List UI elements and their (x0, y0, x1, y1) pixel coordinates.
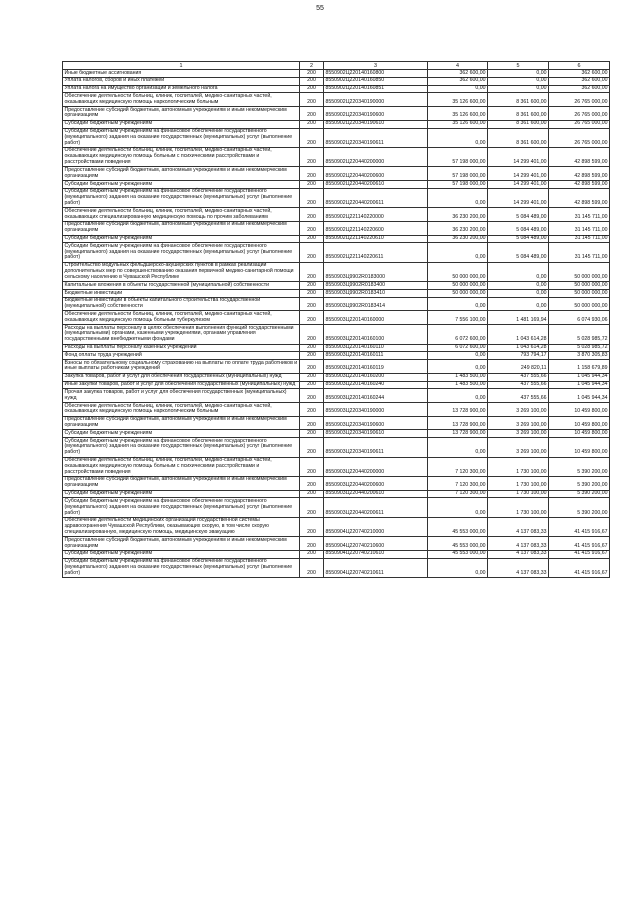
row-name-cell: Предоставление субсидий бюджетным, автономным учреждениям и иным некоммерческим организациям (63, 107, 300, 121)
column-header: 6 (549, 62, 610, 70)
row-name-cell: Закупка товаров, работ и услуг для обеспечения государственных (муниципальных) нужд (63, 373, 300, 381)
row-approved-amount-cell: 1 483 500,00 (428, 381, 488, 389)
row-executed-amount-cell: 3 269 100,00 (488, 438, 549, 457)
row-classification-cell: 8550903Ц220440200610 (324, 490, 428, 498)
row-approved-amount-cell: 362 600,00 (428, 70, 488, 78)
table-row (63, 430, 610, 438)
row-approved-amount-cell: 0,00 (428, 188, 488, 207)
row-approved-amount-cell: 35 126 600,00 (428, 120, 488, 128)
row-name-cell: Предоставление субсидий бюджетным, автономным учреждениям и иным некоммерческим организациям (63, 221, 300, 235)
row-approved-amount-cell: 0,00 (428, 352, 488, 360)
row-code-cell: 200 (300, 282, 324, 290)
table-row (63, 389, 610, 403)
row-approved-amount-cell: 6 072 600,00 (428, 325, 488, 344)
row-approved-amount-cell: 7 120 300,00 (428, 476, 488, 490)
row-code-cell: 200 (300, 325, 324, 344)
row-executed-amount-cell: 4 137 083,33 (488, 558, 549, 577)
row-remaining-amount-cell: 1 158 679,89 (549, 360, 610, 374)
row-classification-cell: 8550902Ц220340190000 (324, 93, 428, 107)
row-remaining-amount-cell: 362 600,00 (549, 70, 610, 78)
row-remaining-amount-cell: 26 765 000,00 (549, 93, 610, 107)
row-name-cell: Бюджетные инвестиции (63, 290, 300, 298)
row-executed-amount-cell: 5 084 489,00 (488, 235, 549, 243)
row-approved-amount-cell: 36 230 200,00 (428, 208, 488, 222)
row-name-cell: Предоставление субсидий бюджетным, автономным учреждениям и иным некоммерческим организациям (63, 476, 300, 490)
row-approved-amount-cell: 6 072 600,00 (428, 344, 488, 352)
row-executed-amount-cell: 1 730 100,00 (488, 476, 549, 490)
row-code-cell: 200 (300, 498, 324, 517)
row-remaining-amount-cell: 41 415 916,67 (549, 550, 610, 558)
row-code-cell: 200 (300, 290, 324, 298)
row-remaining-amount-cell: 41 415 916,67 (549, 537, 610, 551)
row-code-cell: 200 (300, 416, 324, 430)
row-classification-cell: 8550903Ц220440200600 (324, 476, 428, 490)
row-approved-amount-cell: 36 230 200,00 (428, 221, 488, 235)
row-classification-cell: 8550903Ц220140160244 (324, 389, 428, 403)
row-remaining-amount-cell: 31 145 711,00 (549, 221, 610, 235)
row-remaining-amount-cell: 50 000 000,00 (549, 282, 610, 290)
row-code-cell: 200 (300, 208, 324, 222)
row-classification-cell: 8550903Ц220140160000 (324, 311, 428, 325)
row-executed-amount-cell: 4 137 083,33 (488, 537, 549, 551)
column-header: 4 (428, 62, 488, 70)
row-classification-cell: 8550902Ц220440200600 (324, 167, 428, 181)
row-code-cell: 200 (300, 438, 324, 457)
row-executed-amount-cell: 8 361 600,00 (488, 120, 549, 128)
row-name-cell: Обеспечение деятельности больниц, клиник, госпиталей, медико-санитарных частей, оказывающих медицинскую помощь наркологическим больным (63, 403, 300, 417)
row-name-cell: Субсидии бюджетным учреждениям на финансовое обеспечение государственного (муниципального) задания на оказание государственных (муниципальных) услуг (выполнение работ) (63, 558, 300, 577)
table-row (63, 235, 610, 243)
row-name-cell: Прочая закупка товаров, работ и услуг для обеспечения государственных (муниципальных) нужд (63, 389, 300, 403)
row-code-cell: 200 (300, 381, 324, 389)
row-name-cell: Субсидии бюджетным учреждениям (63, 430, 300, 438)
row-classification-cell: 8550902Ц220140160850 (324, 77, 428, 85)
row-approved-amount-cell: 13 728 900,00 (428, 416, 488, 430)
row-remaining-amount-cell: 50 000 000,00 (549, 297, 610, 311)
row-remaining-amount-cell: 5 390 200,00 (549, 457, 610, 476)
row-code-cell: 200 (300, 360, 324, 374)
row-code-cell: 200 (300, 70, 324, 78)
row-code-cell: 200 (300, 221, 324, 235)
row-remaining-amount-cell: 1 045 944,34 (549, 389, 610, 403)
row-executed-amount-cell: 249 820,11 (488, 360, 549, 374)
row-classification-cell: 8550902Ц220440200611 (324, 188, 428, 207)
row-classification-cell: 8550902Ц220140160800 (324, 70, 428, 78)
row-name-cell: Обеспечение деятельности больниц, клиник, госпиталей, медико-санитарных частей, оказывающих медицинскую помощь больным с психическими расстройствами и расстройствами поведения (63, 147, 300, 166)
table-row (63, 352, 610, 360)
row-name-cell: Иные закупки товаров, работ и услуг для обеспечения государственных (муниципальных) нужд (63, 381, 300, 389)
row-code-cell: 200 (300, 490, 324, 498)
row-executed-amount-cell: 8 361 600,00 (488, 93, 549, 107)
row-approved-amount-cell: 50 000 000,00 (428, 290, 488, 298)
row-code-cell: 200 (300, 77, 324, 85)
row-classification-cell: 8550902Ц221140220000 (324, 208, 428, 222)
row-approved-amount-cell: 13 728 900,00 (428, 430, 488, 438)
row-name-cell: Расходы на выплаты персоналу в целях обеспечения выполнения функций государственными (муниципальными) органами, казенными учреждениями, органами управления государственными внебюджетными фондами (63, 325, 300, 344)
row-name-cell: Субсидии бюджетным учреждениям (63, 235, 300, 243)
row-classification-cell: 8550903Ц220140160200 (324, 373, 428, 381)
table-row (63, 476, 610, 490)
row-name-cell: Субсидии бюджетным учреждениям (63, 490, 300, 498)
row-remaining-amount-cell: 6 074 930,06 (549, 311, 610, 325)
table-row (63, 550, 610, 558)
row-executed-amount-cell: 5 084 489,00 (488, 243, 549, 262)
row-code-cell: 200 (300, 147, 324, 166)
table-row (63, 416, 610, 430)
table-body (63, 70, 610, 578)
row-classification-cell: 8550902Ц220340190611 (324, 128, 428, 147)
row-remaining-amount-cell: 42 898 599,00 (549, 181, 610, 189)
row-code-cell: 200 (300, 128, 324, 147)
row-classification-cell: 8550902Ц221140220610 (324, 235, 428, 243)
row-approved-amount-cell: 1 483 500,00 (428, 373, 488, 381)
row-code-cell: 200 (300, 517, 324, 536)
table-row (63, 403, 610, 417)
row-code-cell: 200 (300, 403, 324, 417)
column-header: 5 (488, 62, 549, 70)
row-classification-cell: 8550904Ц220740210610 (324, 550, 428, 558)
row-name-cell: Обеспечение деятельности больниц, клиник, госпиталей, медико-санитарных частей, оказывающих медицинскую помощь больным туберкулезом (63, 311, 300, 325)
row-classification-cell: 8550903Ц220140160111 (324, 352, 428, 360)
table-row (63, 457, 610, 476)
table-row (63, 208, 610, 222)
row-executed-amount-cell: 0,00 (488, 282, 549, 290)
row-approved-amount-cell: 45 553 000,00 (428, 550, 488, 558)
row-name-cell: Обеспечение деятельности больниц, клиник, госпиталей, медико-санитарных частей, оказывающих медицинскую помощь наркологическим больным (63, 93, 300, 107)
table-row (63, 537, 610, 551)
row-classification-cell: 8550903Ц220340190610 (324, 430, 428, 438)
row-remaining-amount-cell: 5 390 200,00 (549, 490, 610, 498)
row-remaining-amount-cell: 26 765 000,00 (549, 128, 610, 147)
row-name-cell: Обеспечение деятельности больниц, клиник, госпиталей, медико-санитарных частей, оказывающих специализированную медицинскую помощь по прочим заболеваниям (63, 208, 300, 222)
row-executed-amount-cell: 3 269 100,00 (488, 430, 549, 438)
row-executed-amount-cell: 437 555,66 (488, 373, 549, 381)
row-remaining-amount-cell: 1 045 944,34 (549, 373, 610, 381)
row-remaining-amount-cell: 10 459 800,00 (549, 430, 610, 438)
table-row (63, 181, 610, 189)
row-remaining-amount-cell: 10 459 800,00 (549, 438, 610, 457)
row-executed-amount-cell: 14 299 401,00 (488, 188, 549, 207)
row-code-cell: 200 (300, 188, 324, 207)
row-code-cell: 200 (300, 373, 324, 381)
row-remaining-amount-cell: 5 390 200,00 (549, 498, 610, 517)
row-remaining-amount-cell: 3 870 305,83 (549, 352, 610, 360)
row-approved-amount-cell: 0,00 (428, 360, 488, 374)
table-row (63, 120, 610, 128)
table-row (63, 517, 610, 536)
table-row (63, 93, 610, 107)
table-row (63, 558, 610, 577)
row-code-cell: 200 (300, 93, 324, 107)
table-row (63, 85, 610, 93)
row-name-cell: Уплата налога на имущество организаций и земельного налога (63, 85, 300, 93)
table-row (63, 107, 610, 121)
row-name-cell: Уплата налогов, сборов и иных платежей (63, 77, 300, 85)
row-name-cell: Взносы по обязательному социальному страхованию на выплаты по оплате труда работников и иные выплаты работникам учреждений (63, 360, 300, 374)
table-row (63, 381, 610, 389)
row-executed-amount-cell: 0,00 (488, 70, 549, 78)
table-row (63, 297, 610, 311)
row-code-cell: 200 (300, 389, 324, 403)
row-name-cell: Обеспечение деятельности медицинских организаций государственной системы здравоохранения Чувашской Республики, оказывающих скорую, в том числе скорую специализированную, медицинскую помощь, медицинскую эвакуацию (63, 517, 300, 536)
table-row (63, 490, 610, 498)
table-row (63, 243, 610, 262)
row-name-cell: Субсидии бюджетным учреждениям на финансовое обеспечение государственного (муниципального) задания на оказание государственных (муниципальных) услуг (выполнение работ) (63, 438, 300, 457)
row-classification-cell: 8550902Ц221140220600 (324, 221, 428, 235)
row-classification-cell: 8550902Ц220440200000 (324, 147, 428, 166)
row-classification-cell: 8550902Ц220340190600 (324, 107, 428, 121)
row-approved-amount-cell: 0,00 (428, 558, 488, 577)
row-classification-cell: 8550903Ц220340190600 (324, 416, 428, 430)
row-code-cell: 200 (300, 537, 324, 551)
row-name-cell: Строительство модульных фельдшерско-акушерских пунктов в рамках реализации дополнительных мер по совершенствованию оказания первичной медико-санитарной помощи сельскому населению в Чувашской Республике (63, 262, 300, 281)
row-classification-cell: 8550903Ц220140160240 (324, 381, 428, 389)
table-row (63, 147, 610, 166)
row-executed-amount-cell: 0,00 (488, 85, 549, 93)
table-row (63, 128, 610, 147)
row-executed-amount-cell: 1 730 100,00 (488, 498, 549, 517)
row-name-cell: Субсидии бюджетным учреждениям на финансовое обеспечение государственного (муниципального) задания на оказание государственных (муниципальных) услуг (выполнение работ) (63, 243, 300, 262)
row-approved-amount-cell: 362 600,00 (428, 77, 488, 85)
header-row (63, 62, 610, 70)
table-row (63, 325, 610, 344)
row-executed-amount-cell: 0,00 (488, 290, 549, 298)
row-name-cell: Субсидии бюджетным учреждениям (63, 550, 300, 558)
row-executed-amount-cell: 3 269 100,00 (488, 403, 549, 417)
row-executed-amount-cell: 1 043 614,28 (488, 325, 549, 344)
row-code-cell: 200 (300, 85, 324, 93)
row-classification-cell: 8550903Ц9902R0183400 (324, 282, 428, 290)
row-executed-amount-cell: 437 555,66 (488, 389, 549, 403)
row-name-cell: Предоставление субсидий бюджетным, автономным учреждениям и иным некоммерческим организациям (63, 167, 300, 181)
row-name-cell: Субсидии бюджетным учреждениям на финансовое обеспечение государственного (муниципального) задания на оказание государственных (муниципальных) услуг (выполнение работ) (63, 498, 300, 517)
row-code-cell: 200 (300, 344, 324, 352)
row-executed-amount-cell: 437 555,66 (488, 381, 549, 389)
row-classification-cell: 8550904Ц220740210600 (324, 537, 428, 551)
row-code-cell: 200 (300, 262, 324, 281)
row-name-cell: Расходы на выплаты персоналу казенных учреждений (63, 344, 300, 352)
row-remaining-amount-cell: 10 459 800,00 (549, 403, 610, 417)
row-remaining-amount-cell: 26 765 000,00 (549, 120, 610, 128)
row-classification-cell: 8550903Ц220340190000 (324, 403, 428, 417)
row-executed-amount-cell: 3 269 100,00 (488, 416, 549, 430)
row-approved-amount-cell: 36 230 200,00 (428, 235, 488, 243)
row-remaining-amount-cell: 5 028 985,72 (549, 344, 610, 352)
row-code-cell: 200 (300, 311, 324, 325)
row-code-cell: 200 (300, 181, 324, 189)
row-code-cell: 200 (300, 352, 324, 360)
table-row (63, 221, 610, 235)
row-classification-cell: 8550904Ц220740210611 (324, 558, 428, 577)
row-code-cell: 200 (300, 430, 324, 438)
column-header: 2 (300, 62, 324, 70)
row-executed-amount-cell: 1 481 169,94 (488, 311, 549, 325)
row-classification-cell: 8550903Ц220440200000 (324, 457, 428, 476)
row-executed-amount-cell: 5 084 489,00 (488, 221, 549, 235)
row-remaining-amount-cell: 41 415 916,67 (549, 517, 610, 536)
row-approved-amount-cell: 57 198 000,00 (428, 181, 488, 189)
table-row (63, 360, 610, 374)
row-executed-amount-cell: 8 361 600,00 (488, 107, 549, 121)
row-name-cell: Субсидии бюджетным учреждениям (63, 181, 300, 189)
row-approved-amount-cell: 7 556 100,00 (428, 311, 488, 325)
row-remaining-amount-cell: 42 898 599,00 (549, 188, 610, 207)
row-executed-amount-cell: 1 730 100,00 (488, 490, 549, 498)
column-header: 1 (63, 62, 300, 70)
table-row (63, 262, 610, 281)
row-classification-cell: 8550902Ц221140220611 (324, 243, 428, 262)
budget-table (62, 61, 610, 578)
row-executed-amount-cell: 5 084 489,00 (488, 208, 549, 222)
row-name-cell: Предоставление субсидий бюджетным, автономным учреждениям и иным некоммерческим организациям (63, 537, 300, 551)
row-executed-amount-cell: 14 299 401,00 (488, 147, 549, 166)
row-approved-amount-cell: 45 553 000,00 (428, 517, 488, 536)
row-approved-amount-cell: 0,00 (428, 389, 488, 403)
row-remaining-amount-cell: 31 145 711,00 (549, 243, 610, 262)
row-remaining-amount-cell: 31 145 711,00 (549, 235, 610, 243)
table-row (63, 188, 610, 207)
row-remaining-amount-cell: 42 898 599,00 (549, 167, 610, 181)
row-approved-amount-cell: 0,00 (428, 85, 488, 93)
page-number: 55 (316, 5, 324, 12)
table-row (63, 373, 610, 381)
row-remaining-amount-cell: 1 045 944,34 (549, 381, 610, 389)
row-code-cell: 200 (300, 297, 324, 311)
row-approved-amount-cell: 0,00 (428, 128, 488, 147)
row-classification-cell: 8550903Ц220440200611 (324, 498, 428, 517)
row-approved-amount-cell: 7 120 300,00 (428, 457, 488, 476)
row-name-cell: Иные бюджетные ассигнования (63, 70, 300, 78)
row-executed-amount-cell: 4 137 083,33 (488, 517, 549, 536)
row-classification-cell: 8550904Ц220740210000 (324, 517, 428, 536)
row-classification-cell: 8550902Ц220440200610 (324, 181, 428, 189)
table-row (63, 438, 610, 457)
row-code-cell: 200 (300, 243, 324, 262)
table-row (63, 344, 610, 352)
row-name-cell: Субсидии бюджетным учреждениям на финансовое обеспечение государственного (муниципального) задания на оказание государственных (муниципальных) услуг (выполнение работ) (63, 128, 300, 147)
row-approved-amount-cell: 35 126 600,00 (428, 93, 488, 107)
row-classification-cell: 8550903Ц220140160119 (324, 360, 428, 374)
row-remaining-amount-cell: 31 145 711,00 (549, 208, 610, 222)
row-classification-cell: 8550903Ц9902R0183000 (324, 262, 428, 281)
row-approved-amount-cell: 57 198 000,00 (428, 147, 488, 166)
row-code-cell: 200 (300, 457, 324, 476)
column-header: 3 (324, 62, 428, 70)
row-classification-cell: 8550902Ц220340190610 (324, 120, 428, 128)
row-classification-cell: 8550902Ц220140160851 (324, 85, 428, 93)
row-approved-amount-cell: 0,00 (428, 243, 488, 262)
row-executed-amount-cell: 0,00 (488, 262, 549, 281)
row-remaining-amount-cell: 5 390 200,00 (549, 476, 610, 490)
row-remaining-amount-cell: 5 028 985,72 (549, 325, 610, 344)
row-approved-amount-cell: 0,00 (428, 438, 488, 457)
row-approved-amount-cell: 50 000 000,00 (428, 282, 488, 290)
row-classification-cell: 8550903Ц9902R0183414 (324, 297, 428, 311)
row-approved-amount-cell: 13 728 900,00 (428, 403, 488, 417)
row-remaining-amount-cell: 42 898 599,00 (549, 147, 610, 166)
table-row (63, 167, 610, 181)
row-name-cell: Обеспечение деятельности больниц, клиник, госпиталей, медико-санитарных частей, оказывающих медицинскую помощь больным с психическими расстройствами и расстройствами поведения (63, 457, 300, 476)
row-executed-amount-cell: 1 043 614,28 (488, 344, 549, 352)
row-code-cell: 200 (300, 107, 324, 121)
row-classification-cell: 8550903Ц220340190611 (324, 438, 428, 457)
row-code-cell: 200 (300, 235, 324, 243)
row-code-cell: 200 (300, 120, 324, 128)
table-row (63, 282, 610, 290)
row-executed-amount-cell: 0,00 (488, 77, 549, 85)
row-code-cell: 200 (300, 558, 324, 577)
row-executed-amount-cell: 793 794,17 (488, 352, 549, 360)
row-classification-cell: 8550903Ц220140160110 (324, 344, 428, 352)
row-remaining-amount-cell: 26 765 000,00 (549, 107, 610, 121)
row-approved-amount-cell: 45 553 000,00 (428, 537, 488, 551)
row-approved-amount-cell: 7 120 300,00 (428, 490, 488, 498)
row-executed-amount-cell: 8 361 600,00 (488, 128, 549, 147)
table-row (63, 77, 610, 85)
row-code-cell: 200 (300, 167, 324, 181)
row-approved-amount-cell: 35 126 600,00 (428, 107, 488, 121)
row-remaining-amount-cell: 362 600,00 (549, 85, 610, 93)
row-approved-amount-cell: 0,00 (428, 297, 488, 311)
row-name-cell: Капитальные вложения в объекты государственной (муниципальной) собственности (63, 282, 300, 290)
row-name-cell: Фонд оплаты труда учреждений (63, 352, 300, 360)
row-executed-amount-cell: 4 137 083,33 (488, 550, 549, 558)
row-remaining-amount-cell: 50 000 000,00 (549, 262, 610, 281)
row-approved-amount-cell: 0,00 (428, 498, 488, 517)
table-row (63, 498, 610, 517)
row-executed-amount-cell: 14 299 401,00 (488, 181, 549, 189)
row-executed-amount-cell: 14 299 401,00 (488, 167, 549, 181)
row-approved-amount-cell: 50 000 000,00 (428, 262, 488, 281)
row-remaining-amount-cell: 41 415 916,67 (549, 558, 610, 577)
row-name-cell: Субсидии бюджетным учреждениям на финансовое обеспечение государственного (муниципального) задания на оказание государственных (муниципальных) услуг (выполнение работ) (63, 188, 300, 207)
row-code-cell: 200 (300, 550, 324, 558)
row-remaining-amount-cell: 362 600,00 (549, 77, 610, 85)
row-executed-amount-cell: 0,00 (488, 297, 549, 311)
row-name-cell: Бюджетные инвестиции в объекты капитального строительства государственной (муниципальной) собственности (63, 297, 300, 311)
row-name-cell: Субсидии бюджетным учреждениям (63, 120, 300, 128)
table-row (63, 311, 610, 325)
row-name-cell: Предоставление субсидий бюджетным, автономным учреждениям и иным некоммерческим организациям (63, 416, 300, 430)
row-classification-cell: 8550903Ц9902R0183410 (324, 290, 428, 298)
row-remaining-amount-cell: 10 459 800,00 (549, 416, 610, 430)
row-classification-cell: 8550903Ц220140160100 (324, 325, 428, 344)
row-remaining-amount-cell: 50 000 000,00 (549, 290, 610, 298)
row-approved-amount-cell: 57 198 000,00 (428, 167, 488, 181)
row-executed-amount-cell: 1 730 100,00 (488, 457, 549, 476)
row-code-cell: 200 (300, 476, 324, 490)
